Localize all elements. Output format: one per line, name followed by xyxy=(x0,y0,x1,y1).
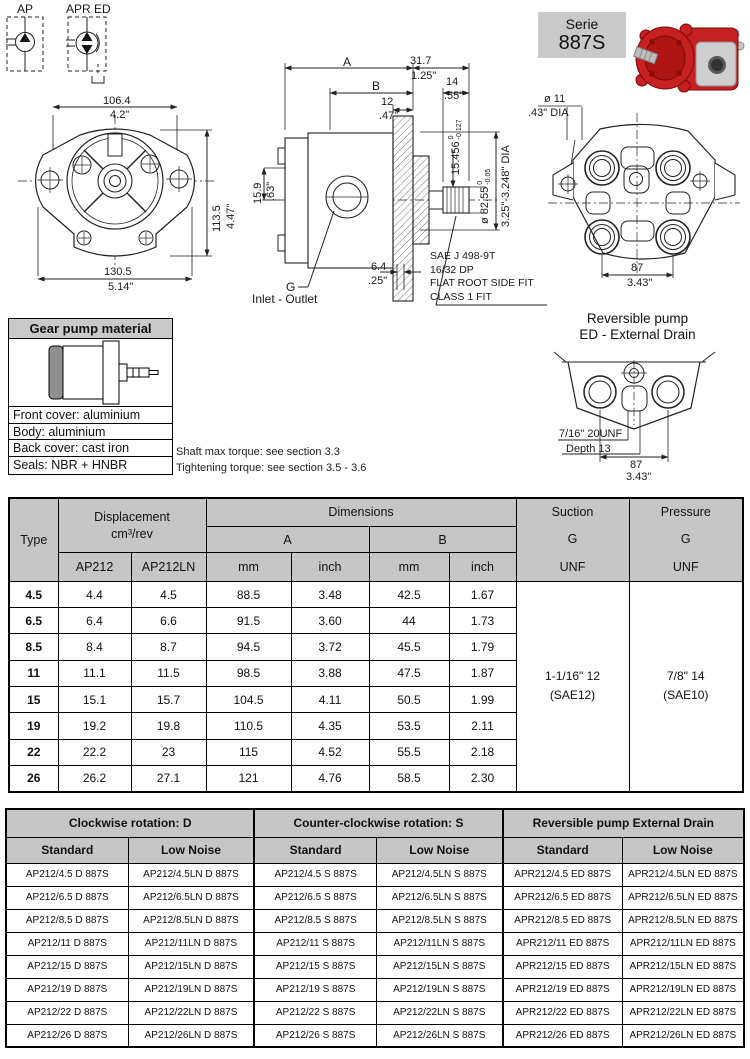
order-code-cell: AP212/22LN S 887S xyxy=(376,1001,502,1024)
value-cell: 1.87 xyxy=(449,660,516,686)
value-cell: 1.73 xyxy=(449,608,516,634)
order-table-row xyxy=(6,886,744,909)
group-counter-clockwise: Counter-clockwise rotation: S xyxy=(254,809,502,837)
order-code-cell: AP212/15 S 887S xyxy=(254,955,376,978)
value-cell: 26.2 xyxy=(58,765,131,791)
order-code-cell: APR212/4.5 ED 887S xyxy=(503,863,623,886)
order-code-cell: AP212/19LN D 887S xyxy=(128,978,254,1001)
side-dim-b-label: B xyxy=(372,79,381,93)
front-height-mm-dim: 113.5 xyxy=(211,205,223,232)
pump-photo xyxy=(628,10,748,105)
order-code-cell: AP212/4.5 S 887S xyxy=(254,863,376,886)
order-code-cell: AP212/19 S 887S xyxy=(254,978,376,1001)
order-table-row xyxy=(6,1024,744,1047)
value-cell: 15.7 xyxy=(131,687,206,713)
value-cell: 53.5 xyxy=(369,713,449,739)
value-cell: 1.79 xyxy=(449,634,516,660)
header-suction xyxy=(516,498,629,581)
group-clockwise: Clockwise rotation: D xyxy=(6,809,254,837)
pilot-tol-lo: -0.05 xyxy=(484,168,492,185)
serie-box xyxy=(538,12,626,58)
apr-ed-symbol-label: APR ED xyxy=(66,2,111,16)
front-base-in-dim: 5.14" xyxy=(108,281,134,293)
value-cell: 19.8 xyxy=(131,713,206,739)
value-cell: 3.48 xyxy=(291,581,369,607)
sub-standard-3: Standard xyxy=(503,837,623,863)
value-cell: 2.18 xyxy=(449,739,516,765)
value-cell: 8.7 xyxy=(131,634,206,660)
main-table-row xyxy=(9,581,743,607)
note-tightening-torque: Tightening torque: see section 3.5 - 3.6 xyxy=(176,462,367,474)
order-code-cell: APR212/11LN ED 887S xyxy=(622,932,744,955)
ordering-codes-table xyxy=(5,808,745,1048)
order-code-cell: APR212/4.5LN ED 887S xyxy=(622,863,744,886)
type-cell: 4.5 xyxy=(9,581,58,607)
reversible-drawing xyxy=(552,350,742,480)
header-b-inch: inch xyxy=(449,553,516,581)
spline-note-line2: 16/32 DP xyxy=(430,263,474,276)
order-table-row xyxy=(6,932,744,955)
order-code-cell: AP212/15LN D 887S xyxy=(128,955,254,978)
order-code-cell: AP212/6.5 D 887S xyxy=(6,886,128,909)
pressure-value-cell: 7/8" 14 (SAE10) xyxy=(629,581,743,791)
serie-number: 887S xyxy=(558,32,606,54)
side-spline-mm-dim: 14 xyxy=(446,76,459,88)
value-cell: 50.5 xyxy=(369,687,449,713)
value-cell: 121 xyxy=(206,765,291,791)
value-cell: 3.72 xyxy=(291,634,369,660)
order-code-cell: AP212/26LN S 887S xyxy=(376,1024,502,1047)
header-pressure-g: G xyxy=(680,532,691,547)
front-base-mm-dim: 130.5 xyxy=(104,266,132,278)
order-code-cell: APR212/26 ED 887S xyxy=(503,1024,623,1047)
order-code-cell: APR212/15 ED 887S xyxy=(503,955,623,978)
order-code-cell: APR212/22 ED 887S xyxy=(503,1001,623,1024)
shaft-dim-value: 15.456 xyxy=(449,141,462,175)
value-cell: 4.11 xyxy=(291,687,369,713)
order-code-cell: AP212/11 S 887S xyxy=(254,932,376,955)
pilot-dim-value: ø 82.55 xyxy=(478,186,491,224)
material-row-body: Body: aluminium xyxy=(9,423,172,440)
side-dim-a-label: A xyxy=(343,55,352,69)
material-row-back-cover: Back cover: cast iron xyxy=(9,439,172,456)
header-displacement-line1: Displacement xyxy=(94,509,170,524)
rear-view-drawing xyxy=(530,95,748,285)
header-a-mm: mm xyxy=(206,553,291,581)
order-code-cell: AP212/6.5LN D 887S xyxy=(128,886,254,909)
value-cell: 3.88 xyxy=(291,660,369,686)
value-cell: 1.99 xyxy=(449,687,516,713)
side-len-in-dim: 1.25" xyxy=(411,70,437,82)
header-displacement xyxy=(58,498,206,553)
order-code-cell: APR212/22LN ED 887S xyxy=(622,1001,744,1024)
reversible-pitch-mm-dim: 87 xyxy=(630,459,643,471)
rear-hole-in-dim: .43" DIA xyxy=(528,107,569,119)
order-code-cell: AP212/15LN S 887S xyxy=(376,955,502,978)
type-cell: 22 xyxy=(9,739,58,765)
group-reversible: Reversible pump External Drain xyxy=(503,809,744,837)
spline-note-line4: CLASS 1 FIT xyxy=(430,290,492,303)
value-cell: 55.5 xyxy=(369,739,449,765)
port-inlet-outlet-label: Inlet - Outlet xyxy=(252,292,318,306)
order-table-row xyxy=(6,1001,744,1024)
value-cell: 1.67 xyxy=(449,581,516,607)
value-cell: 110.5 xyxy=(206,713,291,739)
value-cell: 15.1 xyxy=(58,687,131,713)
type-cell: 11 xyxy=(9,660,58,686)
order-table-row xyxy=(6,955,744,978)
header-b-mm: mm xyxy=(369,553,449,581)
order-code-cell: AP212/22 S 887S xyxy=(254,1001,376,1024)
pilot-dim-tolerance xyxy=(477,169,492,185)
value-cell: 4.4 xyxy=(58,581,131,607)
reversible-thread-dim: 7/16" 20UNF xyxy=(559,428,623,440)
order-code-cell: AP212/26 D 887S xyxy=(6,1024,128,1047)
value-cell: 22.2 xyxy=(58,739,131,765)
value-cell: 4.76 xyxy=(291,765,369,791)
side-spline-in-dim: .55" xyxy=(444,90,464,102)
header-dimensions: Dimensions xyxy=(206,498,516,526)
header-ap212ln: AP212LN xyxy=(131,553,206,581)
shaft-tol-hi: 0 xyxy=(448,135,455,140)
value-cell: 47.5 xyxy=(369,660,449,686)
header-dim-a: A xyxy=(206,526,369,552)
side-plate-in-dim: .47" xyxy=(379,110,399,122)
value-cell: 19.2 xyxy=(58,713,131,739)
value-cell: 88.5 xyxy=(206,581,291,607)
value-cell: 44 xyxy=(369,608,449,634)
order-code-cell: APR212/8.5LN ED 887S xyxy=(622,909,744,932)
shaft-tol-lo: -0.127 xyxy=(455,119,463,140)
header-pressure xyxy=(629,498,743,581)
pilot-tol-hi: 0 xyxy=(477,180,484,185)
header-pressure-unf: UNF xyxy=(672,559,699,574)
material-box-title: Gear pump material xyxy=(9,319,172,339)
ap-symbol-label: AP xyxy=(17,2,34,16)
ap-symbol xyxy=(5,14,49,76)
apr-ed-symbol xyxy=(62,14,118,86)
side-len-mm-dim: 31.7 xyxy=(410,55,432,67)
suction-value-cell: 1-1/16" 12 (SAE12) xyxy=(516,581,629,791)
value-cell: 4.5 xyxy=(131,581,206,607)
dimensions-table xyxy=(8,497,744,793)
order-code-cell: AP212/8.5LN S 887S xyxy=(376,909,502,932)
type-cell: 19 xyxy=(9,713,58,739)
header-displacement-unit: cm³/rev xyxy=(111,526,153,541)
value-cell: 6.4 xyxy=(58,608,131,634)
side-port-depth-mm-dim: 15.9 xyxy=(252,182,264,204)
material-row-seals: Seals: NBR + HNBR xyxy=(9,456,172,473)
side-port-depth-in-dim: .63" xyxy=(265,181,277,201)
header-pressure-label: Pressure xyxy=(660,505,711,519)
value-cell: 58.5 xyxy=(369,765,449,791)
order-code-cell: AP212/8.5 D 887S xyxy=(6,909,128,932)
value-cell: 11.1 xyxy=(58,660,131,686)
order-code-cell: AP212/19LN S 887S xyxy=(376,978,502,1001)
order-code-cell: AP212/8.5LN D 887S xyxy=(128,909,254,932)
order-code-cell: APR212/8.5 ED 887S xyxy=(503,909,623,932)
value-cell: 23 xyxy=(131,739,206,765)
type-cell: 6.5 xyxy=(9,608,58,634)
header-suction-label: Suction xyxy=(551,505,594,519)
type-cell: 8.5 xyxy=(9,634,58,660)
header-a-inch: inch xyxy=(291,553,369,581)
value-cell: 45.5 xyxy=(369,634,449,660)
value-cell: 3.60 xyxy=(291,608,369,634)
material-row-front-cover: Front cover: aluminium xyxy=(9,406,172,423)
value-cell: 4.52 xyxy=(291,739,369,765)
value-cell: 91.5 xyxy=(206,608,291,634)
rear-hole-mm-dim: ø 11 xyxy=(544,93,566,105)
type-cell: 15 xyxy=(9,687,58,713)
order-code-cell: AP212/4.5 D 887S xyxy=(6,863,128,886)
sub-lownoise-1: Low Noise xyxy=(128,837,254,863)
order-code-cell: AP212/4.5LN D 887S xyxy=(128,863,254,886)
order-code-cell: AP212/6.5LN S 887S xyxy=(376,886,502,909)
value-cell: 2.30 xyxy=(449,765,516,791)
order-code-cell: APR212/6.5 ED 887S xyxy=(503,886,623,909)
order-code-cell: APR212/19LN ED 887S xyxy=(622,978,744,1001)
reversible-pump-title xyxy=(545,311,730,343)
front-height-in-dim: 4.47" xyxy=(225,203,237,229)
sub-lownoise-3: Low Noise xyxy=(622,837,744,863)
order-code-cell: AP212/11LN D 887S xyxy=(128,932,254,955)
port-g-label: G xyxy=(286,280,296,294)
order-code-cell: APR212/26LN ED 887S xyxy=(622,1024,744,1047)
header-suction-g: G xyxy=(567,532,578,547)
side-pilot-dim xyxy=(477,169,492,224)
front-width-mm-dim: 106.4 xyxy=(103,95,131,107)
sub-standard-1: Standard xyxy=(6,837,128,863)
sub-lownoise-2: Low Noise xyxy=(376,837,502,863)
front-width-in-dim: 4.2" xyxy=(110,109,130,121)
order-code-cell: APR212/15LN ED 887S xyxy=(622,955,744,978)
order-code-cell: AP212/11 D 887S xyxy=(6,932,128,955)
order-code-cell: AP212/4.5LN S 887S xyxy=(376,863,502,886)
order-code-cell: AP212/15 D 887S xyxy=(6,955,128,978)
pump-material-icon xyxy=(9,339,172,406)
sub-standard-2: Standard xyxy=(254,837,376,863)
header-ap212: AP212 xyxy=(58,553,131,581)
rear-pitch-in-dim: 3.43" xyxy=(627,277,653,289)
order-code-cell: AP212/8.5 S 887S xyxy=(254,909,376,932)
side-shaft-dim xyxy=(448,119,463,175)
header-suction-unf: UNF xyxy=(559,559,586,574)
note-shaft-torque: Shaft max torque: see section 3.3 xyxy=(176,446,340,458)
order-code-cell: APR212/19 ED 887S xyxy=(503,978,623,1001)
order-code-cell: AP212/19 D 887S xyxy=(6,978,128,1001)
front-view-drawing xyxy=(20,95,240,295)
order-table-row xyxy=(6,863,744,886)
shaft-dim-tolerance xyxy=(448,119,463,139)
rear-pitch-mm-dim: 87 xyxy=(631,262,644,274)
value-cell: 115 xyxy=(206,739,291,765)
value-cell: 42.5 xyxy=(369,581,449,607)
value-cell: 6.6 xyxy=(131,608,206,634)
value-cell: 104.5 xyxy=(206,687,291,713)
order-code-cell: AP212/26LN D 887S xyxy=(128,1024,254,1047)
value-cell: 27.1 xyxy=(131,765,206,791)
value-cell: 11.5 xyxy=(131,660,206,686)
value-cell: 2.11 xyxy=(449,713,516,739)
reversible-title-line2: ED - External Drain xyxy=(579,327,696,342)
reversible-depth-dim: Depth 13 xyxy=(566,443,611,455)
order-code-cell: AP212/6.5 S 887S xyxy=(254,886,376,909)
gear-pump-material-box xyxy=(8,318,173,475)
spline-note-line3: FLAT ROOT SIDE FIT xyxy=(430,277,534,289)
order-code-cell: APR212/11 ED 887S xyxy=(503,932,623,955)
order-table-row xyxy=(6,909,744,932)
value-cell: 98.5 xyxy=(206,660,291,686)
value-cell: 8.4 xyxy=(58,634,131,660)
order-table-row xyxy=(6,978,744,1001)
reversible-title-line1: Reversible pump xyxy=(586,311,689,326)
side-pilot-in-dim: 3.25"-3.248" DIA xyxy=(500,145,512,227)
type-cell: 26 xyxy=(9,765,58,791)
value-cell: 4.35 xyxy=(291,713,369,739)
spline-note xyxy=(430,250,534,304)
side-plate-mm-dim: 12 xyxy=(381,96,394,108)
header-dim-b: B xyxy=(369,526,516,552)
order-code-cell: AP212/11LN S 887S xyxy=(376,932,502,955)
serie-label: Serie xyxy=(565,16,599,32)
side-step-mm-dim: 6.4 xyxy=(371,261,387,273)
order-code-cell: APR212/6.5LN ED 887S xyxy=(622,886,744,909)
value-cell: 94.5 xyxy=(206,634,291,660)
header-type: Type xyxy=(9,498,58,581)
side-step-in-dim: .25" xyxy=(368,275,388,287)
order-code-cell: AP212/22 D 887S xyxy=(6,1001,128,1024)
order-code-cell: AP212/22LN D 887S xyxy=(128,1001,254,1024)
order-code-cell: AP212/26 S 887S xyxy=(254,1024,376,1047)
reversible-pitch-in-dim: 3.43" xyxy=(626,471,652,483)
spline-note-line1: SAE J 498-9T xyxy=(430,250,496,262)
